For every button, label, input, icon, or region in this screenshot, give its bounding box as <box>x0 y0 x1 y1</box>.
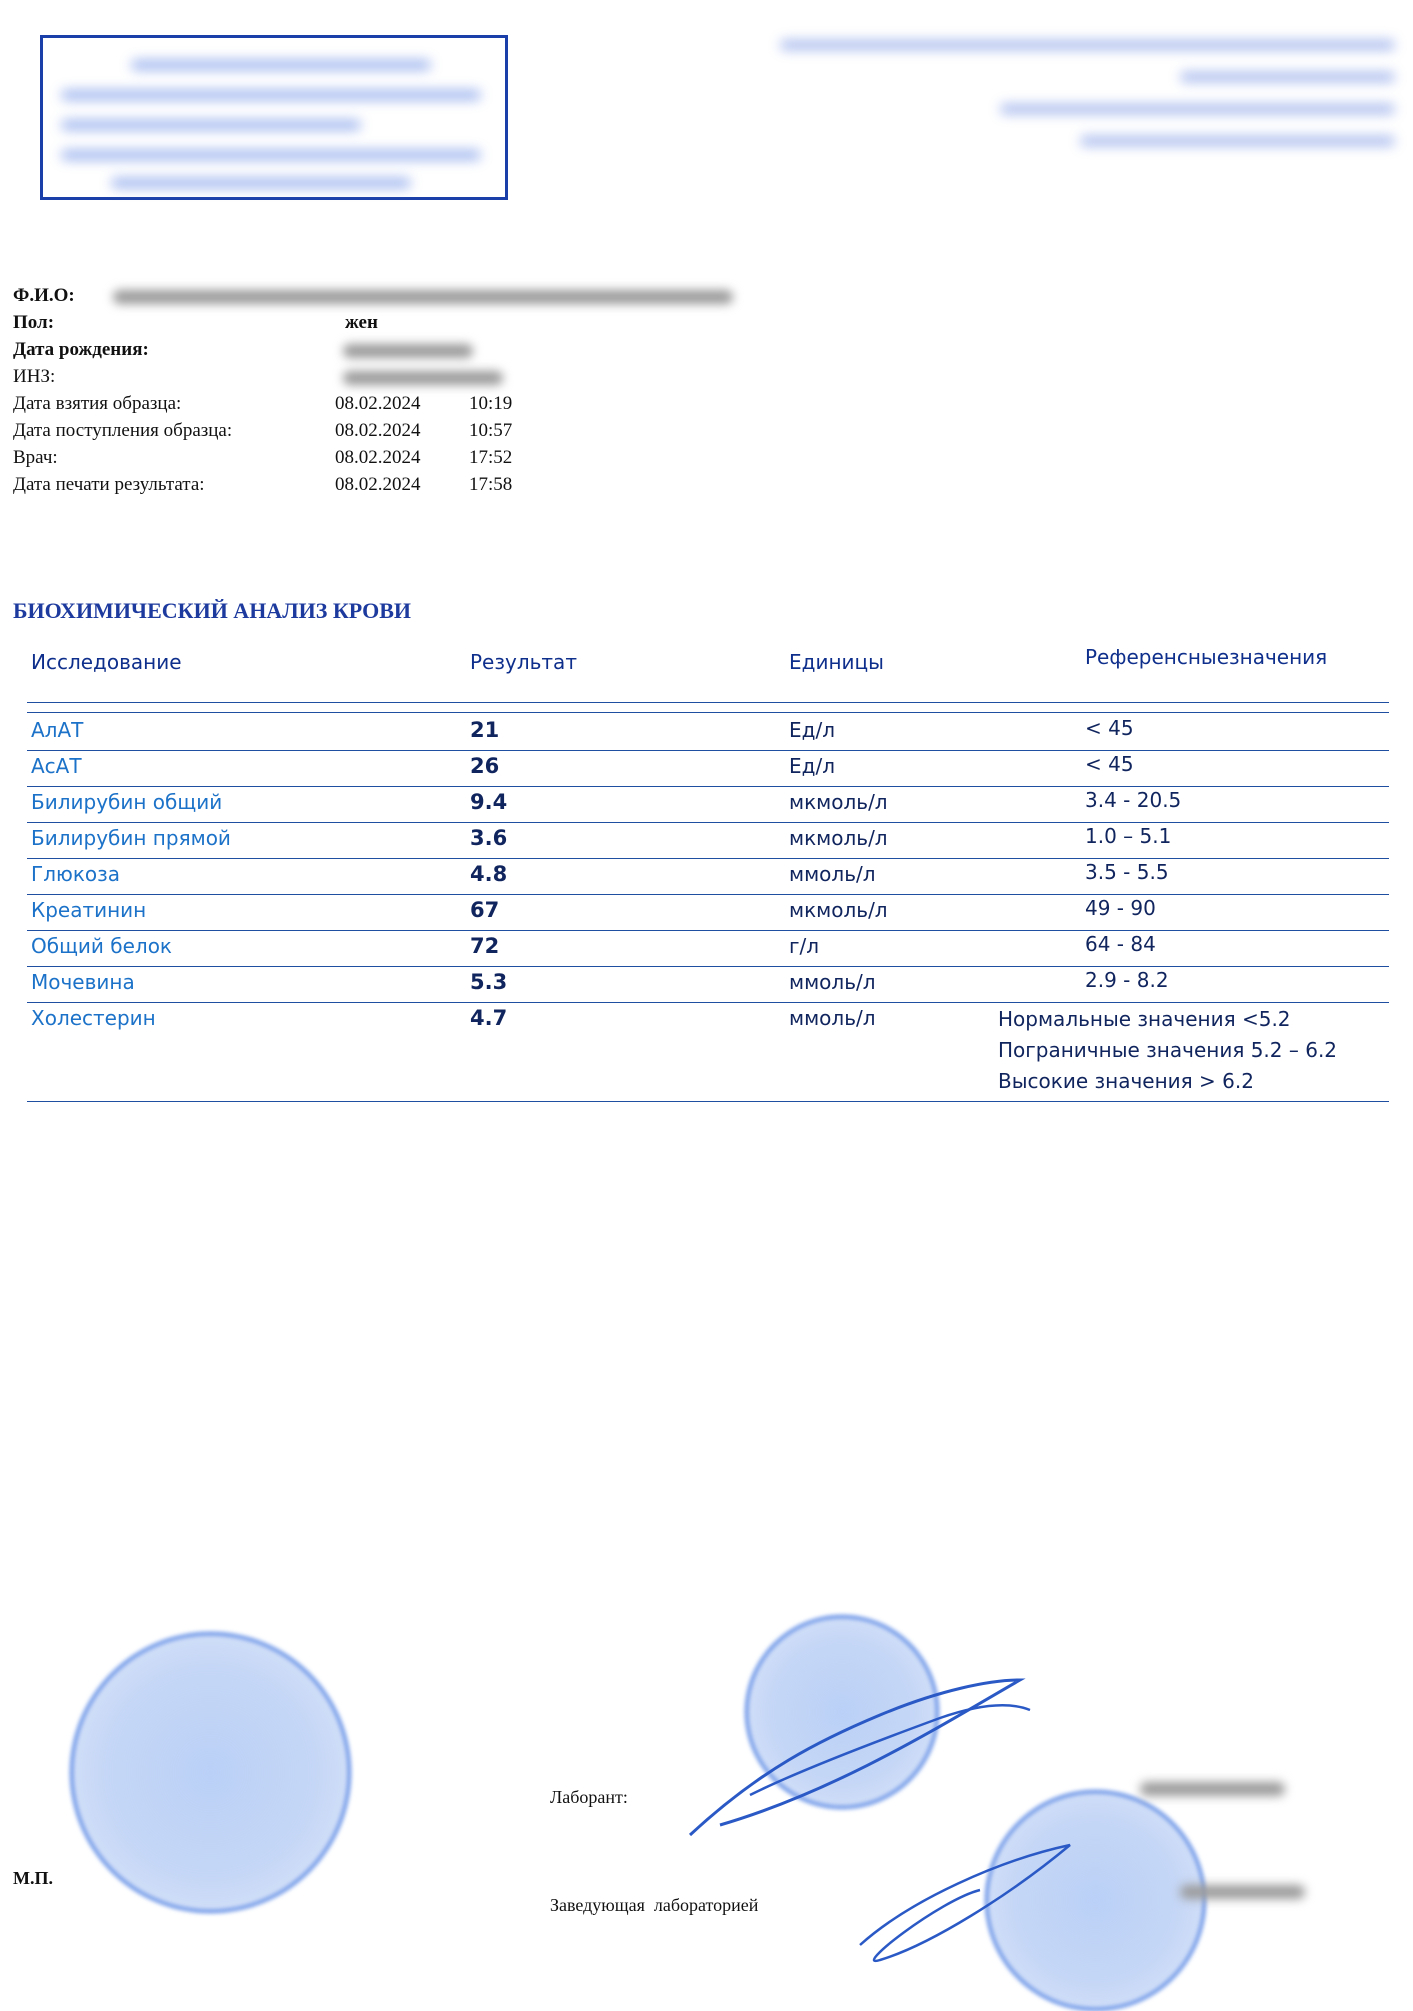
test-result: 72 <box>470 934 500 958</box>
print-time: 17:58 <box>469 474 513 495</box>
test-reference: 3.5 - 5.5 <box>1085 860 1169 884</box>
lab-header-box <box>40 35 508 200</box>
redacted-lab-assistant-name <box>1140 1782 1285 1796</box>
test-name: Общий белок <box>31 934 173 958</box>
round-seal-stamp <box>70 1632 351 1913</box>
test-name: АлАТ <box>31 718 84 742</box>
redacted-inz <box>343 363 503 390</box>
sample-taken-time: 10:19 <box>469 393 513 414</box>
col-header-test: Исследование <box>31 650 182 674</box>
table-row <box>27 1002 1389 1102</box>
test-unit: мкмоль/л <box>789 790 888 814</box>
ref-high: Высокие значения > 6.2 <box>998 1069 1254 1093</box>
test-unit: ммоль/л <box>789 1006 876 1030</box>
print-date-label: Дата печати результата: <box>13 474 205 495</box>
test-name: Мочевина <box>31 970 135 994</box>
test-result: 4.8 <box>470 862 508 886</box>
dob-label: Дата рождения: <box>13 339 149 360</box>
inz-label: ИНЗ: <box>13 366 56 387</box>
test-result: 26 <box>470 754 500 778</box>
test-name: Билирубин общий <box>31 790 223 814</box>
table-row <box>27 930 1389 966</box>
test-name: Креатинин <box>31 898 147 922</box>
redacted-fio <box>113 282 733 309</box>
test-reference: 1.0 – 5.1 <box>1085 824 1172 848</box>
divider <box>27 1101 1389 1102</box>
table-row <box>27 750 1389 786</box>
test-name: АсАТ <box>31 754 82 778</box>
test-reference: 49 - 90 <box>1085 896 1156 920</box>
redacted-dob <box>343 336 473 363</box>
col-header-reference: Референсныезначения <box>1085 645 1328 669</box>
print-date: 08.02.2024 <box>335 474 421 495</box>
test-name: Билирубин прямой <box>31 826 231 850</box>
test-unit: г/л <box>789 934 820 958</box>
col-header-units: Единицы <box>789 650 884 674</box>
test-unit: Ед/л <box>789 754 835 778</box>
mp-label: М.П. <box>13 1868 53 1888</box>
sample-received-label: Дата поступления образца: <box>13 420 233 441</box>
lab-assistant-label: Лаборант: <box>550 1787 628 1807</box>
test-result: 67 <box>470 898 500 922</box>
table-row <box>27 714 1389 750</box>
table-row <box>27 894 1389 930</box>
col-header-result: Результат <box>470 650 577 674</box>
table-row <box>27 858 1389 894</box>
table-row <box>27 786 1389 822</box>
divider <box>27 702 1389 703</box>
test-reference: 3.4 - 20.5 <box>1085 788 1182 812</box>
fio-label: Ф.И.О: <box>13 285 75 306</box>
table-row <box>27 822 1389 858</box>
test-result: 4.7 <box>470 1006 508 1030</box>
test-result: 5.3 <box>470 970 508 994</box>
divider <box>27 712 1389 713</box>
test-unit: ммоль/л <box>789 862 876 886</box>
test-result: 21 <box>470 718 500 742</box>
doctor-date: 08.02.2024 <box>335 447 421 468</box>
ref-borderline: Пограничные значения 5.2 – 6.2 <box>998 1038 1338 1062</box>
test-name: Глюкоза <box>31 862 121 886</box>
test-result: 3.6 <box>470 826 508 850</box>
test-result: 9.4 <box>470 790 508 814</box>
test-unit: ммоль/л <box>789 970 876 994</box>
test-unit: мкмоль/л <box>789 826 888 850</box>
sample-taken-label: Дата взятия образца: <box>13 393 182 414</box>
table-row <box>27 966 1389 1002</box>
test-reference <box>998 1004 1337 1097</box>
sex-label: Пол: <box>13 312 55 333</box>
sample-received-time: 10:57 <box>469 420 513 441</box>
report-title: БИОХИМИЧЕСКИЙ АНАЛИЗ КРОВИ <box>13 598 411 623</box>
lab-head-label: Заведующая лабораторией <box>550 1895 759 1915</box>
signature-scribbles <box>680 1620 1130 2000</box>
sample-received-date: 08.02.2024 <box>335 420 421 441</box>
test-name: Холестерин <box>31 1006 156 1030</box>
test-reference: < 45 <box>1085 752 1134 776</box>
doctor-label: Врач: <box>13 447 58 468</box>
sex-value: жен <box>345 312 378 333</box>
test-reference: 2.9 - 8.2 <box>1085 968 1169 992</box>
test-reference: < 45 <box>1085 716 1134 740</box>
ref-normal: Нормальные значения <5.2 <box>998 1007 1291 1031</box>
test-unit: Ед/л <box>789 718 835 742</box>
test-unit: мкмоль/л <box>789 898 888 922</box>
test-reference: 64 - 84 <box>1085 932 1156 956</box>
doctor-time: 17:52 <box>469 447 513 468</box>
sample-taken-date: 08.02.2024 <box>335 393 421 414</box>
redacted-lab-head-name <box>1180 1885 1305 1899</box>
